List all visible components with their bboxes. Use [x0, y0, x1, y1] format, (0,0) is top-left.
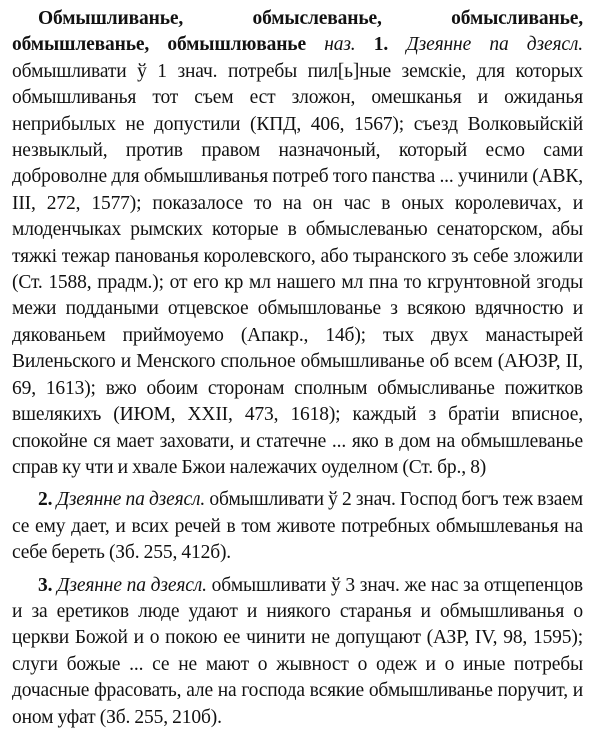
sense-number: 2.: [38, 489, 53, 511]
sense-body: обмышливати ў 1 знач. потребы пил[ь]ные земскіе, для которых обмышливанья тот съем ест зложон, омешканья и ожиданья неприбылых не допустили (КПД, 406, 1567); съезд Волковыйскій незвыклый, против правом назначоный, который есмо сами доброволне для обмышливанья потреб того панства ... учинили (АВК, III, 272, 1577); показалосе то на он час в оных королевичах, и млоденчыках рымских которые в обмыслеванью сенаторском, абы тяжкі тежар панованья королевского, або тыранского зъ себе зложили (Ст. 1588, прадм.); от его кр мл нашего мл пна то кгрунтовной згоды межи поддаными отцевское обмышлованье з всякою вдячностю и дякованьем приймоуемо (Апакр., 14б); тых двух манастырей Виленьского и Менского спольное обмышливанье об всем (АЮЗР, II, 69, 1613); вжо обоим сторонам сполным обмысливанье пожитков вшелякихъ (ИЮМ, XXII, 473, 1618); каждый з братіи вписное, спокойне ся мает заховати, и статечне ... яко в дом на обмышлеванье справ ку чти и хвале Бжои належачих оуделном (Ст. бр., 8): [12, 60, 583, 478]
dictionary-entry-sense-1: [12, 6, 583, 481]
dictionary-entry-sense-3: [12, 573, 583, 731]
sense-gloss: Дзеянне па дзеясл.: [406, 34, 583, 56]
sense-gloss: Дзеянне па дзеясл.: [56, 489, 206, 511]
sense-number: 3.: [38, 574, 53, 596]
sense-number: 1.: [373, 34, 389, 56]
sense-gloss: Дзеянне па дзеясл.: [57, 574, 207, 596]
dictionary-entry-sense-2: [12, 487, 583, 566]
sense-body: обмышливати ў 3 знач. же нас за отщепенцов и за еретиков люде удают и ниякого старанья и обмышливанья о церкви Божой и о покою ее чинити не допущают (АЗР, IV, 98, 1595); слуги божые ... се не мают о жывност о одеж и о иные потребы дочасные фрасовать, але на господа всякие обмышливанье поручит, и оном уфат (Зб. 255, 210б).: [12, 574, 583, 728]
sense-body: обмышливати ў 2 знач. Господ богъ теж взаем се ему дает, и всих речей в том животе потребных обмышлеванья на себе береть (Зб. 255, 412б).: [12, 489, 583, 564]
entry-headword: Обмышливанье, обмыслеванье, обмысливанье, обмышлеванье, обмышлюванье: [12, 8, 583, 56]
part-of-speech: наз.: [324, 34, 356, 56]
